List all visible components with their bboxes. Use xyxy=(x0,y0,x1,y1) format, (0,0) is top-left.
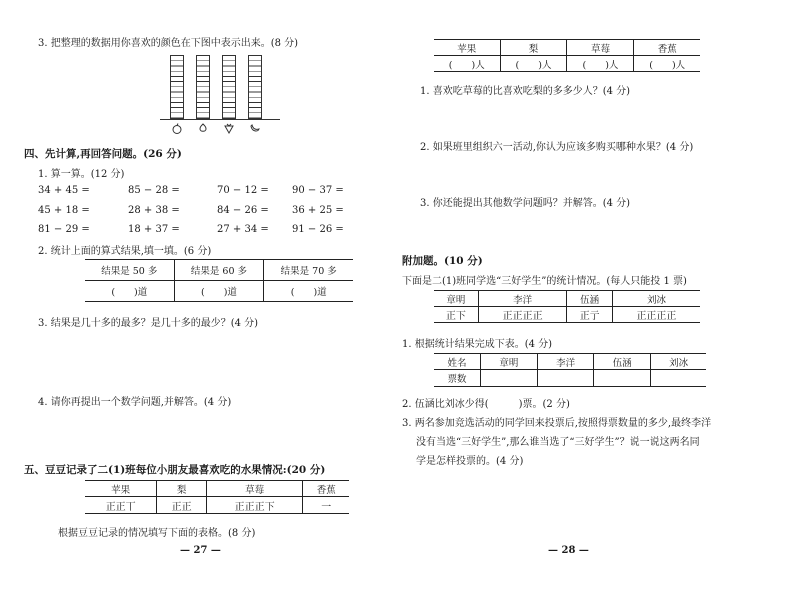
calc-item: 18 + 37 = xyxy=(128,224,180,235)
calc-title: 1. 算一算。(12 分) xyxy=(38,169,125,180)
answer-blank[interactable]: ( )道 xyxy=(174,281,264,302)
table-header: 伍涵 xyxy=(594,354,651,370)
table-header: 苹果 xyxy=(457,43,477,55)
table-header: 结果是 60 多 xyxy=(174,260,264,281)
calc-item: 27 + 34 = xyxy=(217,224,269,235)
question-other-problem: 3. 你还能提出其他数学问题吗？并解答。(4 分) xyxy=(420,198,631,209)
strawberry-icon xyxy=(223,123,235,134)
question-who-elected-line2: 没有当选“三好学生”,那么谁当选了“三好学生”？说一说这两名同 xyxy=(416,437,700,448)
page-number-right: — 28 — xyxy=(548,545,589,556)
answer-blank[interactable]: ( )人 xyxy=(500,56,567,72)
answer-blank[interactable] xyxy=(651,370,706,387)
table-header: 刘冰 xyxy=(612,291,700,307)
table-header: 草莓 xyxy=(206,481,303,497)
table-header: 刘冰 xyxy=(651,354,706,370)
chart-column-apple xyxy=(170,55,184,119)
bonus-intro: 下面是二(1)班同学选“三好学生”的统计情况。(每人只能投 1 票) xyxy=(402,276,687,287)
fruit-tally-table xyxy=(85,480,349,514)
table-header: 结果是 50 多 xyxy=(101,266,158,277)
chart-baseline xyxy=(160,119,280,120)
result-stat-table xyxy=(85,259,353,302)
question-who-elected-line1: 3. 两名参加竞选活动的同学回来投票后,按照得票数量的多少,最终李洋 xyxy=(402,418,712,429)
answer-blank[interactable] xyxy=(537,370,594,387)
calc-item: 84 − 26 = xyxy=(217,205,269,216)
vote-tally-table xyxy=(434,290,700,323)
answer-blank[interactable] xyxy=(481,370,538,387)
answer-blank[interactable]: ( )道 xyxy=(264,281,353,302)
answer-blank[interactable]: ( )人 xyxy=(567,56,634,72)
apple-icon xyxy=(171,123,183,134)
calc-item: 34 + 45 = xyxy=(38,185,90,196)
calc-item: 28 + 38 = xyxy=(128,205,180,216)
question-most-least: 3. 结果是几十多的最多？是几十多的最少？(4 分) xyxy=(38,318,259,329)
calc-item: 90 − 37 = xyxy=(292,185,344,196)
table-header: 伍涵 xyxy=(567,291,612,307)
page-number-left: — 27 — xyxy=(180,545,221,556)
calc-item: 91 − 26 = xyxy=(292,224,344,235)
table-header: 梨 xyxy=(500,40,567,56)
chart-question: 3. 把整理的数据用你喜欢的颜色在下图中表示出来。(8 分) xyxy=(38,38,299,49)
table-header: 姓名 xyxy=(447,357,467,369)
question-who-elected-line3: 学是怎样投票的。(4 分) xyxy=(416,456,524,467)
banana-icon xyxy=(249,123,261,134)
vote-task: 1. 根据统计结果完成下表。(4 分) xyxy=(402,339,553,350)
pear-icon xyxy=(197,123,209,134)
fruit-count-table xyxy=(434,39,700,72)
question-vote-difference: 2. 伍涵比刘冰少得( )票。(2 分) xyxy=(402,399,570,410)
table-header: 章明 xyxy=(481,354,538,370)
table-header: 苹果 xyxy=(111,484,131,496)
table-header: 结果是 70 多 xyxy=(264,260,353,281)
tally-cell: 正下 xyxy=(434,307,478,323)
tally-cell: 正正丅 xyxy=(85,497,157,514)
tally-cell: 一 xyxy=(303,497,349,514)
table-header: 章明 xyxy=(446,294,466,306)
row-label: 票数 xyxy=(434,370,481,387)
section-4-title: 四、先计算,再回答问题。(26 分) xyxy=(24,148,182,160)
grid-chart xyxy=(160,55,280,137)
vote-count-table xyxy=(434,353,706,387)
tally-cell: 正正 xyxy=(157,497,206,514)
tally-cell: 正正正下 xyxy=(206,497,303,514)
bonus-title: 附加题。(10 分) xyxy=(402,255,483,267)
table-header: 李洋 xyxy=(478,291,567,307)
chart-column-banana xyxy=(248,55,262,119)
calc-item: 81 − 29 = xyxy=(38,224,90,235)
answer-blank[interactable]: ( )道 xyxy=(85,281,174,302)
table-header: 香蕉 xyxy=(303,481,349,497)
question-buy-fruit: 2. 如果班里组织六一活动,你认为应该多购买哪种水果？(4 分) xyxy=(420,142,694,153)
chart-column-pear xyxy=(196,55,210,119)
chart-column-strawberry xyxy=(222,55,236,119)
table-header: 梨 xyxy=(157,481,206,497)
answer-blank[interactable]: ( )人 xyxy=(434,56,500,72)
question-strawberry-pear: 1. 喜欢吃草莓的比喜欢吃梨的多多少人？(4 分) xyxy=(420,86,631,97)
calc-item: 70 − 12 = xyxy=(217,185,269,196)
answer-blank[interactable]: ( )人 xyxy=(634,56,700,72)
table-header: 草莓 xyxy=(567,40,634,56)
calc-item: 85 − 28 = xyxy=(128,185,180,196)
tally-cell: 正正正正 xyxy=(612,307,700,323)
table-header: 香蕉 xyxy=(634,40,700,56)
section-5-title: 五、豆豆记录了二(1)班每位小朋友最喜欢吃的水果情况:(20 分) xyxy=(24,464,326,476)
calc-item: 36 + 25 = xyxy=(292,205,344,216)
tally-cell: 正正正正 xyxy=(478,307,567,323)
question-ask-problem: 4. 请你再提出一个数学问题,并解答。(4 分) xyxy=(38,397,232,408)
fill-instruction: 根据豆豆记录的情况填写下面的表格。(8 分) xyxy=(58,528,256,539)
calc-item: 45 + 18 = xyxy=(38,205,90,216)
answer-blank[interactable] xyxy=(594,370,651,387)
stat-title: 2. 统计上面的算式结果,填一填。(6 分) xyxy=(38,246,212,257)
tally-cell: 正亍 xyxy=(567,307,612,323)
table-header: 李洋 xyxy=(537,354,594,370)
